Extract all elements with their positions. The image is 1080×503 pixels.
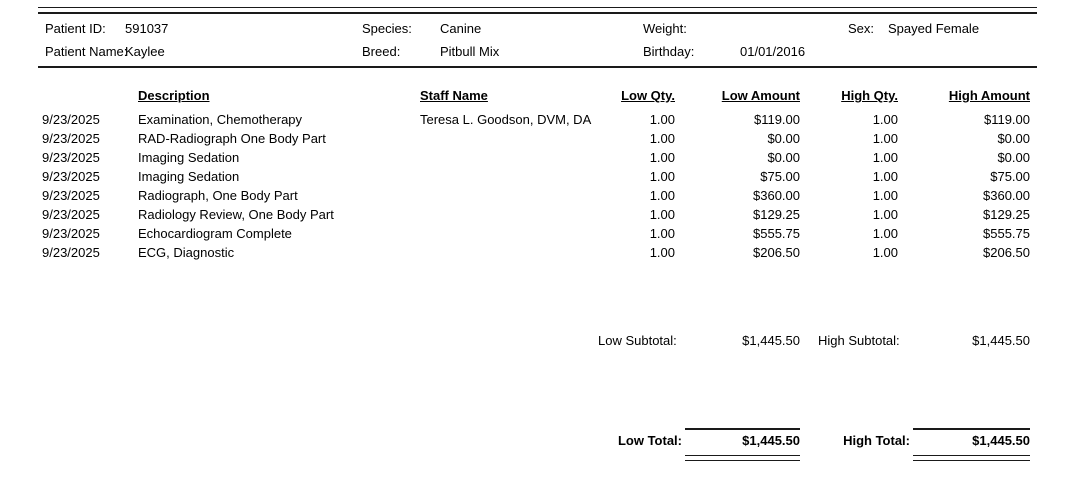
low-subtotal-value: $1,445.50: [742, 333, 800, 348]
header-bottom-rule: [38, 66, 1037, 68]
low-total-label: Low Total:: [617, 433, 682, 448]
row-low-qty: 1.00: [649, 131, 675, 146]
table-row: [0, 186, 1080, 205]
breed-label: Breed:: [362, 44, 401, 59]
high-subtotal-label: High Subtotal:: [818, 333, 900, 348]
row-date: 9/23/2025: [42, 207, 100, 222]
row-low-qty: 1.00: [649, 207, 675, 222]
birthday-value: 01/01/2016: [740, 44, 806, 59]
row-low-amount: $129.25: [753, 207, 800, 222]
row-description: Imaging Sedation: [138, 169, 240, 184]
row-high-qty: 1.00: [872, 112, 898, 127]
row-low-qty: 1.00: [649, 226, 675, 241]
row-high-qty: 1.00: [872, 188, 898, 203]
high-total-label: High Total:: [843, 433, 910, 448]
row-low-amount: $206.50: [753, 245, 800, 260]
row-low-amount: $0.00: [767, 150, 800, 165]
low-subtotal-label: Low Subtotal:: [598, 333, 677, 348]
row-date: 9/23/2025: [42, 245, 100, 260]
top-rule-thick: [38, 12, 1037, 14]
row-date: 9/23/2025: [42, 188, 100, 203]
row-date: 9/23/2025: [42, 169, 100, 184]
low-total-double-rule: [685, 455, 800, 461]
patient-id-value: 591037: [125, 21, 169, 36]
sex-value: Spayed Female: [888, 21, 980, 36]
header-low-qty: Low Qty.: [621, 88, 675, 103]
row-high-qty: 1.00: [872, 169, 898, 184]
row-description: Radiology Review, One Body Part: [138, 207, 334, 222]
row-high-amount: $0.00: [997, 131, 1030, 146]
header-low-amount: Low Amount: [721, 88, 800, 103]
patient-id-label: Patient ID:: [45, 21, 106, 36]
row-low-amount: $0.00: [767, 131, 800, 146]
patient-name-value: Kaylee: [125, 44, 165, 59]
weight-label: Weight:: [643, 21, 687, 36]
row-high-amount: $75.00: [990, 169, 1030, 184]
header-description: Description: [138, 88, 210, 103]
row-date: 9/23/2025: [42, 226, 100, 241]
sex-label: Sex:: [848, 21, 875, 36]
row-staff-name: Teresa L. Goodson, DVM, DA: [420, 112, 592, 127]
table-row: [0, 205, 1080, 224]
birthday-label: Birthday:: [643, 44, 695, 59]
row-low-qty: 1.00: [649, 150, 675, 165]
row-low-amount: $75.00: [760, 169, 800, 184]
species-label: Species:: [362, 21, 412, 36]
table-row: [0, 224, 1080, 243]
row-description: Echocardiogram Complete: [138, 226, 292, 241]
header-high-qty: High Qty.: [841, 88, 898, 103]
row-date: 9/23/2025: [42, 112, 100, 127]
table-row: [0, 148, 1080, 167]
row-description: Imaging Sedation: [138, 150, 240, 165]
row-low-amount: $119.00: [753, 112, 800, 127]
row-high-qty: 1.00: [872, 226, 898, 241]
row-high-qty: 1.00: [872, 207, 898, 222]
row-description: ECG, Diagnostic: [138, 245, 235, 260]
top-rule-thin: [38, 7, 1037, 8]
row-low-qty: 1.00: [649, 188, 675, 203]
row-low-amount: $555.75: [753, 226, 800, 241]
table-row: [0, 167, 1080, 186]
high-subtotal-value: $1,445.50: [972, 333, 1030, 348]
row-low-amount: $360.00: [753, 188, 800, 203]
row-high-amount: $119.00: [983, 112, 1030, 127]
line-items-header: [0, 86, 1080, 105]
table-row: [0, 129, 1080, 148]
species-value: Canine: [440, 21, 482, 36]
header-staff-name: Staff Name: [420, 88, 488, 103]
row-description: RAD-Radiograph One Body Part: [138, 131, 326, 146]
row-high-amount: $129.25: [983, 207, 1030, 222]
low-total-top-rule: [685, 428, 800, 430]
table-row: [0, 243, 1080, 262]
row-high-qty: 1.00: [872, 131, 898, 146]
line-items: [0, 110, 1080, 262]
row-high-amount: $555.75: [983, 226, 1030, 241]
row-high-qty: 1.00: [872, 245, 898, 260]
row-date: 9/23/2025: [42, 131, 100, 146]
table-row: [0, 110, 1080, 129]
row-low-qty: 1.00: [649, 169, 675, 184]
row-high-amount: $206.50: [983, 245, 1030, 260]
row-date: 9/23/2025: [42, 150, 100, 165]
row-low-qty: 1.00: [649, 245, 675, 260]
row-low-qty: 1.00: [649, 112, 675, 127]
patient-name-label: Patient Name:: [45, 44, 128, 59]
row-high-amount: $360.00: [983, 188, 1030, 203]
high-total-top-rule: [913, 428, 1030, 430]
row-high-amount: $0.00: [997, 150, 1030, 165]
row-high-qty: 1.00: [872, 150, 898, 165]
breed-value: Pitbull Mix: [440, 44, 500, 59]
high-total-value: $1,445.50: [972, 433, 1030, 448]
low-total-value: $1,445.50: [742, 433, 800, 448]
high-total-double-rule: [913, 455, 1030, 461]
row-description: Radiograph, One Body Part: [138, 188, 298, 203]
row-description: Examination, Chemotherapy: [138, 112, 303, 127]
header-high-amount: High Amount: [948, 88, 1030, 103]
